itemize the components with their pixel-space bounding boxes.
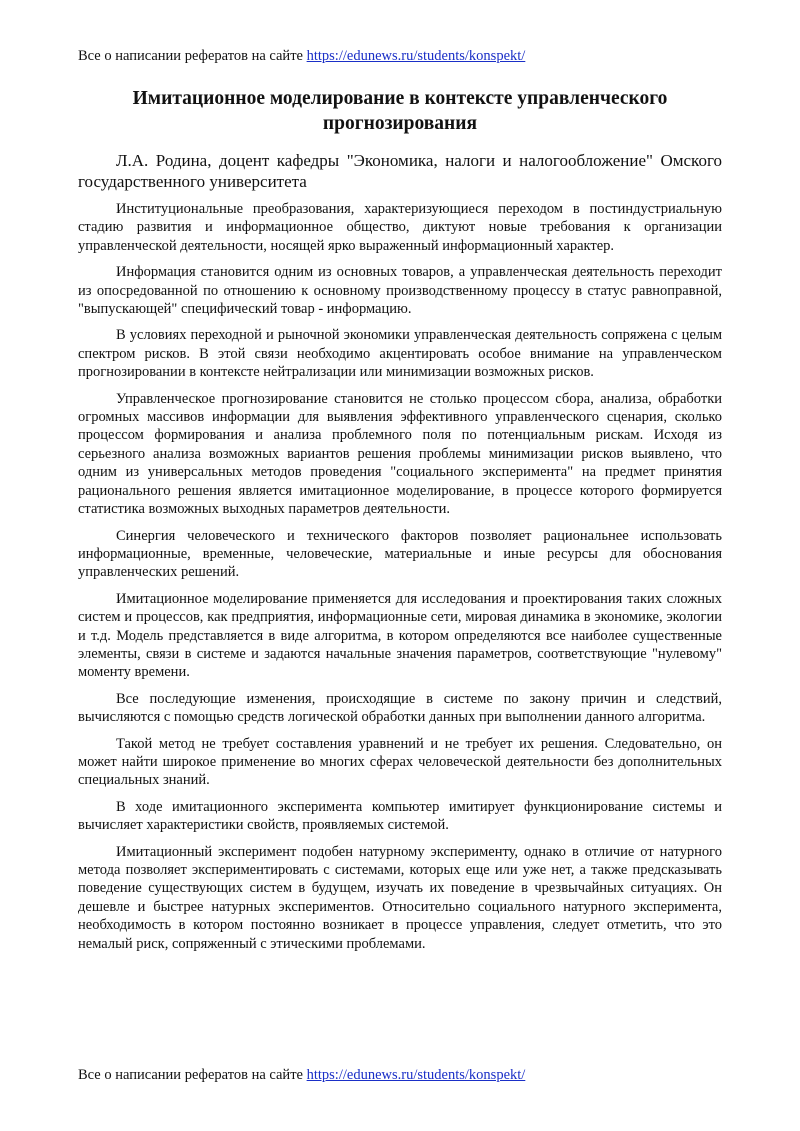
footer-note [78, 1065, 722, 1085]
paragraph-8: Такой метод не требует составления уравнений и не требует их решения. Следовательно, он может найти широкое применение во многих сферах человеческой деятельности без дополнительных специальных знаний. [78, 735, 722, 789]
document-content [78, 86, 722, 961]
paragraph-4: Управленческое прогнозирование становится не столько процессом сбора, анализа, обработки огромных массивов информации для выявления эффективного управленческого сценария, сколько процессом формирования и анализа проблемного поля по потенциальным рискам. Исходя из серьезного анализа возможных вариантов решения проблемы минимизации рисков выявлено, что одним из универсальных методов проведения "социального эксперимента" на предмет принятия рационального решения является имитационное моделирование, в процессе которого формируется статистика возможных выходных параметров деятельности. [78, 390, 722, 518]
document-title: Имитационное моделирование в контексте управленческого прогнозирования [132, 88, 668, 134]
paragraph-1: Институциональные преобразования, характеризующиеся переходом в постиндустриальную стадию развития и информационное общество, диктуют новые требования к организации управленческой деятельности, носящей ярко выраженный информационный характер. [78, 201, 722, 254]
paragraph-9: В ходе имитационного эксперимента компьютер имитирует функционирование системы и вычисляет характеристики свойств, проявляемых системой. [78, 798, 722, 834]
paragraph-10: Имитационный эксперимент подобен натурному эксперименту, однако в отличие от натурного метода позволяет экспериментировать с системами, которых еще или уже нет, а также предсказывать поведение существующих систем в будущем, изучать их поведение в чрезвычайных ситуациях. Он дешевле и быстрее натурных экспериментов. Относительно социального натурного эксперимента, необходимость в котором постоянно возникает в процессе управления, следует отметить, что это немалый риск, сопряженный с этическими проблемами. [78, 843, 722, 952]
paragraph-2: Информация становится одним из основных товаров, а управленческая деятельность переходит из опосредованной по отношению к основному производственному процессу в статус равноправной, "выпускающей" специфический товар - информацию. [78, 264, 722, 318]
footer-link[interactable]: https://edunews.ru/students/konspekt/ [306, 1067, 526, 1083]
header-note-text: Все о написании рефератов на сайте [78, 48, 307, 64]
footer-note-text: Все о написании рефератов на сайте [78, 1067, 307, 1083]
paragraph-3: В условиях переходной и рыночной экономики управленческая деятельность сопряжена с целым спектром рисков. В этой связи необходимо акцентировать особое внимание на управленческом прогнозировании в контексте нейтрализации или минимизации возможных рисков. [78, 327, 722, 381]
header-note [78, 46, 722, 66]
paragraph-6: Имитационное моделирование применяется для исследования и проектирования таких сложных систем и процессов, как предприятия, информационные сети, мировая динамика в экономике, экологии и т.д. Модель представляется в виде алгоритма, в котором определяются все наиболее существенные элементы, связи в системе и задаются начальные значения параметров, соответствующие "нулевому" моменту времени. [78, 590, 722, 681]
document-authors: Л.А. Родина, доцент кафедры "Экономика, налоги и налогообложение" Омского государственного университета [78, 151, 722, 191]
paragraph-5: Синергия человеческого и технического факторов позволяет рациональнее использовать информационные, временные, человеческие, материальные и иные ресурсы для обоснования управленческих решений. [78, 527, 722, 581]
header-link[interactable]: https://edunews.ru/students/konspekt/ [306, 48, 526, 64]
paragraph-7: Все последующие изменения, происходящие в системе по закону причин и следствий, вычисляются с помощью средств логической обработки данных при выполнении данного алгоритма. [78, 690, 722, 726]
